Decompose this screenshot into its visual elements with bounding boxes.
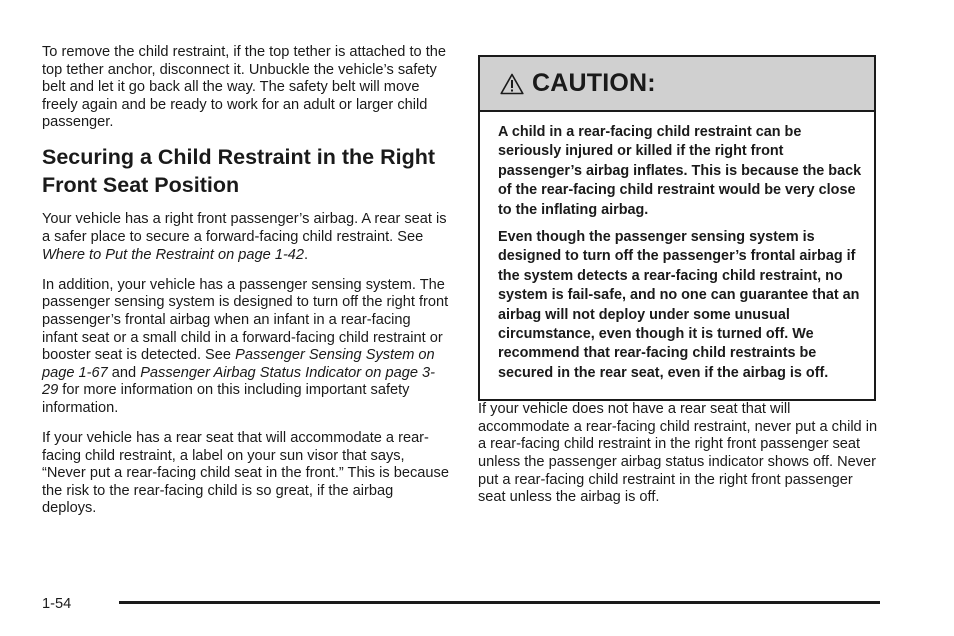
removal-paragraph: To remove the child restraint, if the top tether is attached to the top tether anchor, disconnect it. Unbuckle the vehicle’s safety belt and let it go back all the way. The safety belt will move freely again and be ready to work for an adult or larger child passenger. [42,44,446,131]
airbag-paragraph-text: Your vehicle has a right front passenger’s airbag. A rear seat is a safer place to secure a forward-facing child restraint. See [42,211,447,246]
footer-divider [119,601,880,604]
caution-paragraph-1: A child in a rear-facing child restraint can be seriously injured or killed if the right front passenger’s airbag inflates. This is because the back of the rear-facing child restraint would be very close to the inflating airbag. [498,124,862,218]
left-column [42,44,450,530]
section-heading: Securing a Child Restraint in the Right Front Seat Position [42,145,436,197]
airbag-paragraph [42,211,450,264]
no-rear-seat-paragraph: If your vehicle does not have a rear seat that will accommodate a rear-facing child restraint, never put a child in a rear-facing child restraint in the right front passenger seat unless the passenger airbag status indicator shows off. Never put a rear-facing child restraint in the right front passenger seat unless the airbag is off. [478,401,878,506]
rear-seat-paragraph: If your vehicle has a rear seat that will accommodate a rear-facing child restraint, a label on your sun visor that says, “Never put a rear-facing child seat in the front.” This is because the risk to the rear-facing child is so great, if the airbag deploys. [42,430,449,517]
caution-header [480,57,874,112]
sensing-paragraph-text: In addition, your vehicle has a passenger sensing system. The passenger sensing system is designed to turn off the right front passenger’s frontal airbag when an infant in a rear-facing infant seat or a small child in a forward-facing child restraint or booster seat is detected. See [42,276,449,364]
caution-title: CAUTION: [532,69,656,97]
right-column [478,55,880,519]
caution-box [478,55,876,401]
caution-body [480,112,874,399]
airbag-paragraph-end: . [304,246,309,263]
warning-triangle-icon [500,73,524,95]
sensing-system-reference: Passenger Sensing System on page 1-67 [42,347,435,381]
sensing-paragraph [42,277,450,418]
sensing-paragraph-and: and [107,364,141,381]
sensing-paragraph-end: for more information on this including important safety information. [42,382,410,416]
page-number: 1-54 [42,596,72,612]
restraint-location-reference: Where to Put the Restraint on page 1-42 [42,246,305,263]
caution-paragraph-2: Even though the passenger sensing system is designed to turn off the passenger’s frontal airbag if the system detects a rear-facing child restraint, no system is fail-safe, and no one can guarantee that an airbag will not deploy under some unusual circumstance, even though it is turned off. We recommend that rear-facing child restraints be secured in the rear seat, even if the airbag is off. [498,229,860,381]
status-indicator-reference: Passenger Airbag Status Indicator on page 3-29 [42,364,435,399]
